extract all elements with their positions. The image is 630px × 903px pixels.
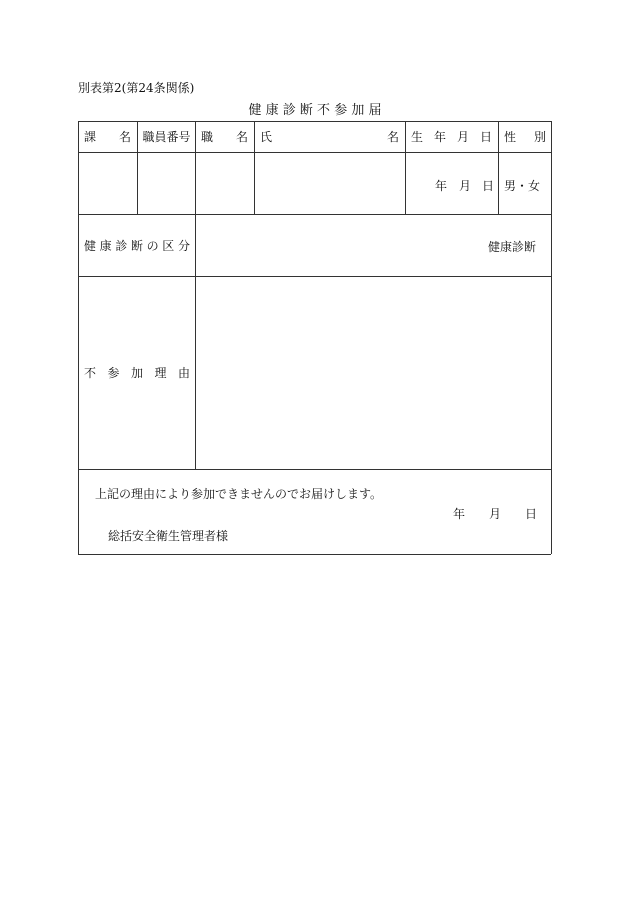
footer-day-label: 日 <box>525 507 538 521</box>
header-position <box>201 121 248 152</box>
checkup-type-char: 健 <box>84 238 97 253</box>
employee-number-field[interactable] <box>138 153 194 213</box>
footer-year-label: 年 <box>453 507 466 521</box>
reason-char: 理 <box>154 366 167 380</box>
header-gender-char: 別 <box>533 130 546 144</box>
reason-char: 加 <box>130 366 143 380</box>
header-birth-date-char: 生 <box>411 130 424 144</box>
checkup-type-char: 分 <box>177 238 190 253</box>
header-birth-date <box>411 121 492 152</box>
checkup-type-char: の <box>146 238 159 253</box>
name-field[interactable] <box>255 153 404 213</box>
birth-year-label: 年 <box>435 179 448 193</box>
footer-addressee: 総括安全衛生管理者様 <box>108 529 229 543</box>
header-name-char: 名 <box>386 130 399 144</box>
birth-day-label: 日 <box>482 179 495 193</box>
table-border-bottom <box>78 554 551 555</box>
reason-char: 参 <box>107 366 120 380</box>
gender-options: 男・女 <box>504 179 541 193</box>
header-employee-number <box>140 121 193 152</box>
footer-statement: 上記の理由により参加できませんのでお届けします。 <box>95 487 383 501</box>
checkup-type-label <box>84 214 190 276</box>
reason-field[interactable] <box>196 277 550 468</box>
birth-date-field[interactable] <box>406 153 497 213</box>
checkup-type-char: 区 <box>162 238 175 253</box>
document-title: 健 康 診 断 不 参 加 届 <box>248 103 382 118</box>
reason-char: 由 <box>177 366 190 380</box>
header-position-char: 職 <box>201 130 214 144</box>
table-border-right <box>551 121 552 554</box>
reason-label <box>84 276 190 469</box>
header-name-char: 氏 <box>260 130 273 144</box>
header-section-char: 名 <box>118 130 131 144</box>
header-birth-date-char: 日 <box>479 130 492 144</box>
header-birth-date-char: 月 <box>456 130 469 144</box>
reason-char: 不 <box>84 366 97 380</box>
header-birth-date-char: 年 <box>433 130 446 144</box>
checkup-type-char: 康 <box>99 238 112 253</box>
checkup-type-char: 診 <box>115 238 128 253</box>
section-field[interactable] <box>79 153 136 213</box>
header-employee-number-label: 職員番号 <box>142 130 191 144</box>
document-reference: 別表第2(第24条関係) <box>78 81 195 95</box>
checkup-type-field[interactable] <box>196 215 550 275</box>
header-gender-char: 性 <box>504 130 517 144</box>
birth-month-label: 月 <box>459 179 472 193</box>
header-section-char: 課 <box>84 130 97 144</box>
header-name <box>260 121 399 152</box>
footer-month-label: 月 <box>489 507 502 521</box>
footer-section <box>79 470 550 553</box>
header-section <box>84 121 131 152</box>
header-position-char: 名 <box>235 130 248 144</box>
gender-field[interactable] <box>499 153 550 213</box>
checkup-type-value: 健康診断 <box>488 240 537 254</box>
header-gender <box>504 121 546 152</box>
position-field[interactable] <box>196 153 253 213</box>
checkup-type-char: 断 <box>130 238 143 253</box>
